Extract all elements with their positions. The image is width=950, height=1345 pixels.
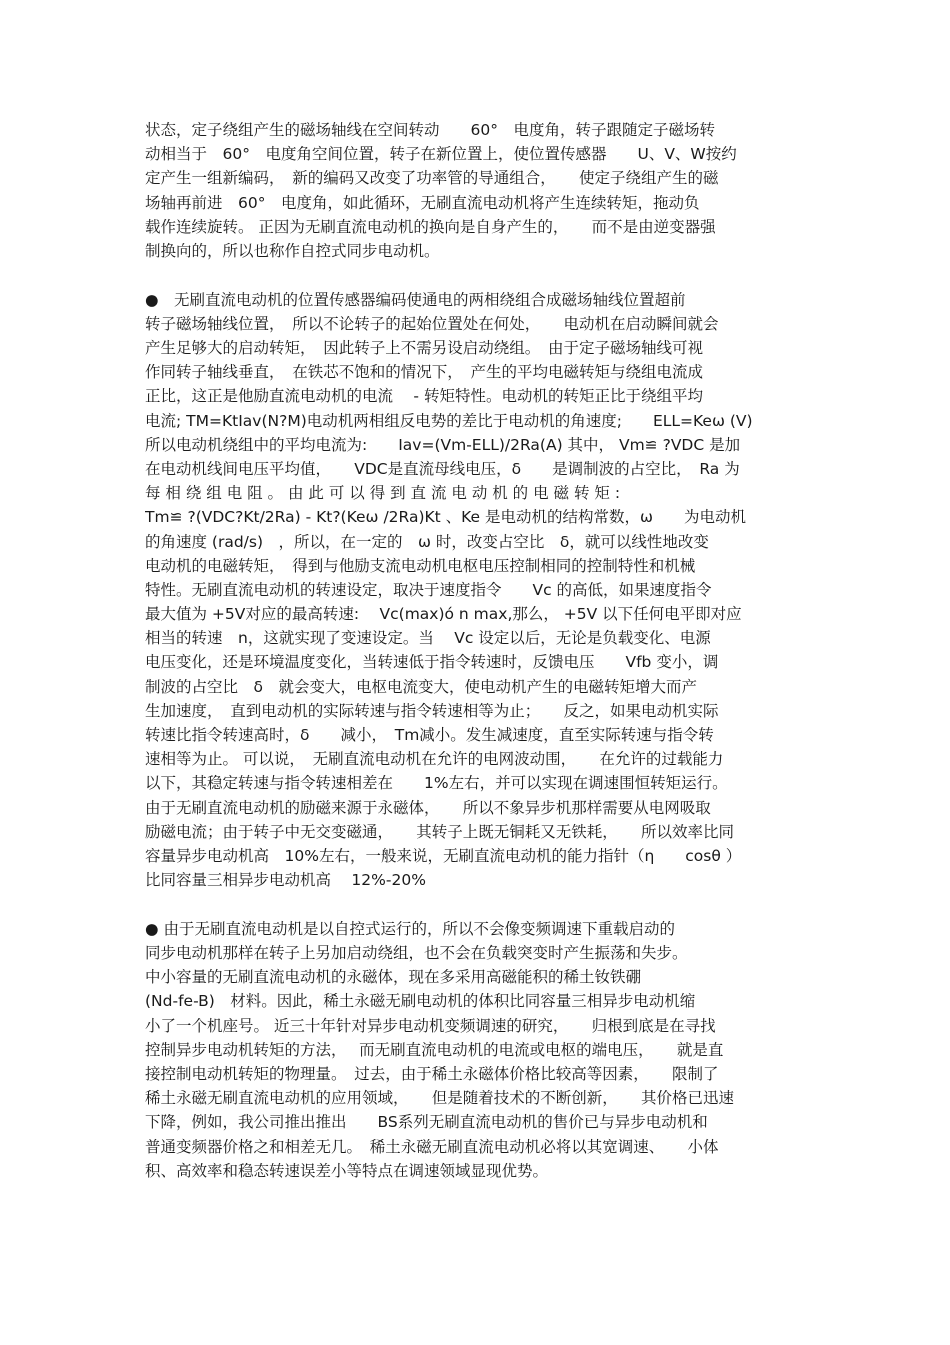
text-line: 载作连续旋转。 正因为无刷直流电动机的换向是自身产生的， 而不是由逆变器强	[145, 217, 716, 236]
text-line: 特性。无刷直流电动机的转速设定，取决于速度指令 Vc 的高低，如果速度指令	[145, 580, 712, 599]
text-line: 制波的占空比 δ 就会变大，电枢电流变大，使电动机产生的电磁转矩增大而产	[145, 677, 697, 696]
text-line: Tm≌ ?(VDC?Kt/2Ra) - Kt?(Keω /2Ra)Kt 、Ke 是电动机的结构常数，ω 为电动机	[145, 508, 747, 527]
text-line: 积、高效率和稳态转速误差小等特点在调速领域显现优势。	[145, 1161, 549, 1180]
text-line: 的角速度 (rad/s) ，所以，在一定的 ω 时，改变占空比 δ，就可以线性地改变	[145, 532, 709, 551]
text-line: 产生足够大的启动转矩， 因此转子上不需另设启动绕组。 由于定子磁场轴线可视	[145, 339, 704, 357]
text-line: 每 相 绕 组 电 阻 。 由 此 可 以 得 到 直 流 电 动 机 的 电 磁 转 矩 :	[145, 484, 621, 503]
paragraph-1	[145, 118, 815, 263]
text-line: 小了一个机座号。 近三十年针对异步电动机变频调速的研究， 归根到底是在寻找	[145, 1016, 716, 1035]
text-line: 生加速度， 直到电动机的实际转速与指令转速相等为止； 反之，如果电动机实际	[145, 701, 719, 720]
text-line: 正比，这正是他励直流电动机的电流 - 转矩特性。电动机的转矩正比于绕组平均	[145, 387, 703, 406]
paragraph-2	[145, 288, 815, 893]
text-line: 电流; TM=KtIav(N?M)电动机两相组反电势的差比于电动机的角速度; ELL=Keω (V)	[145, 411, 753, 430]
text-line: 以下，其稳定转速与指令转速相差在 1%左右，并可以实现在调速围恒转矩运行。	[145, 774, 728, 793]
text-line: 最大值为 +5V对应的最高转速: Vc(max)ó n max,那么， +5V 以下任何电平即对应	[145, 605, 742, 624]
text-line: 由于无刷直流电动机的励磁来源于永磁体， 所以不象异步机那样需要从电网吸取	[145, 798, 711, 817]
text-line: 中小容量的无刷直流电动机的永磁体，现在多采用高磁能积的稀土钕铁硼	[145, 968, 642, 987]
text-line: ● 由于无刷直流电动机是以自控式运行的，所以不会像变频调速下重载启动的	[145, 919, 675, 938]
text-line: 转子磁场轴线位置， 所以不论转子的起始位置处在何处， 电动机在启动瞬间就会	[145, 314, 719, 333]
text-line: 电压变化，还是环境温度变化，当转速低于指令转速时，反馈电压 Vfb 变小，调	[145, 653, 719, 672]
text-line: 控制异步电动机转矩的方法， 而无刷直流电动机的电流或电枢的端电压， 就是直	[145, 1040, 724, 1059]
text-line: 速相等为止。 可以说， 无刷直流电动机在允许的电网波动围， 在允许的过载能力	[145, 750, 724, 769]
text-line: 转速比指令转速高时，δ 减小， Tm减小。发生减速度，直至实际转速与指令转	[145, 726, 714, 744]
text-line: 定产生一组新编码， 新的编码又改变了功率管的导通组合， 使定子绕组产生的磁	[145, 169, 719, 188]
text-line: 普通变频器价格之和相差无几。 稀土永磁无刷直流电动机必将以其宽调速、 小体	[145, 1137, 719, 1156]
document-body	[145, 118, 815, 1183]
paragraph-3	[145, 917, 815, 1183]
paragraph-spacer	[145, 892, 815, 917]
text-line: 在电动机线间电压平均值， VDC是直流母线电压，δ 是调制波的占空比， Ra 为	[145, 459, 740, 478]
text-line: 比同容量三相异步电动机高 12%-20%	[145, 871, 426, 890]
text-line: ● 无刷直流电动机的位置传感器编码使通电的两相绕组合成磁场轴线位置超前	[145, 290, 686, 309]
text-line: 场轴再前进 60° 电度角，如此循环，无刷直流电动机将产生连续转矩，拖动负	[145, 193, 700, 212]
text-line: 动相当于 60° 电度角空间位置，转子在新位置上，使位置传感器 U、V、W按约	[145, 145, 737, 164]
text-line: 同步电动机那样在转子上另加启动绕组，也不会在负载突变时产生振荡和失步。	[145, 944, 688, 962]
paragraph-spacer	[145, 263, 815, 288]
text-line: 接控制电动机转矩的物理量。 过去，由于稀土永磁体价格比较高等因素， 限制了	[145, 1064, 719, 1083]
text-line: 稀土永磁无刷直流电动机的应用领域， 但是随着技术的不断创新， 其价格已迅速	[145, 1089, 735, 1108]
text-line: 制换向的，所以也称作自控式同步电动机。	[145, 241, 440, 260]
text-line: 电动机的电磁转矩， 得到与他励支流电动机电枢电压控制相同的控制特性和机械	[145, 556, 696, 575]
text-line: 容量异步电动机高 10%左右，一般来说，无刷直流电动机的能力指针（η cosθ ）	[145, 846, 742, 865]
text-line: 状态，定子绕组产生的磁场轴线在空间转动 60° 电度角，转子跟随定子磁场转	[145, 121, 715, 139]
text-line: 所以电动机绕组中的平均电流为: Iav=(Vm-ELL)/2Ra(A) 其中， Vm≌ ?VDC 是加	[145, 435, 741, 454]
text-line: 励磁电流；由于转子中无交变磁通， 其转子上既无铜耗又无铁耗， 所以效率比同	[145, 822, 735, 841]
text-line: (Nd-fe-B) 材料。因此，稀土永磁无刷电动机的体积比同容量三相异步电动机缩	[145, 992, 696, 1011]
text-line: 下降，例如，我公司推出推出 BS系列无刷直流电动机的售价已与异步电动机和	[145, 1113, 708, 1132]
text-line: 作同转子轴线垂直， 在铁芯不饱和的情况下， 产生的平均电磁转矩与绕组电流成	[145, 363, 704, 382]
text-line: 相当的转速 n，这就实现了变速设定。当 Vc 设定以后，无论是负载变化、电源	[145, 629, 711, 648]
